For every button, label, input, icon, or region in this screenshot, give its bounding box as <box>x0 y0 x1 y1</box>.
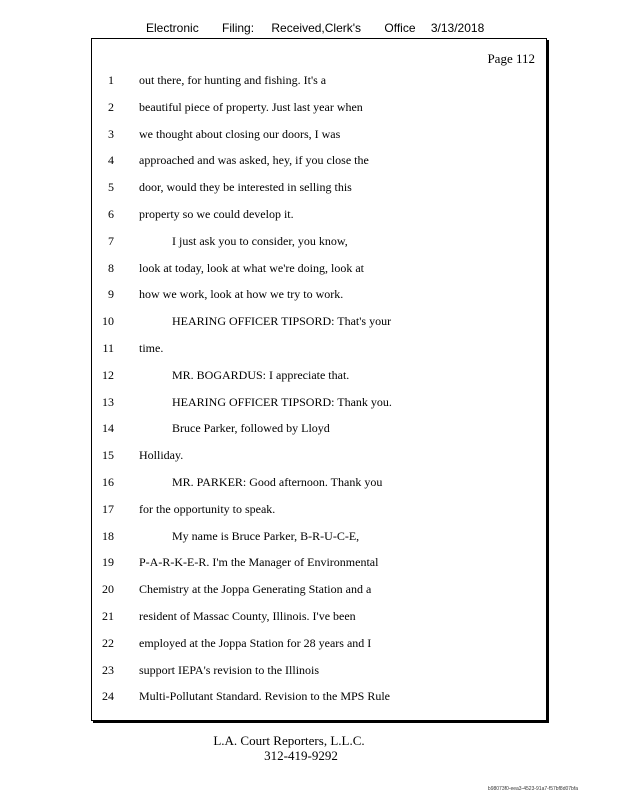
line-text: how we work, look at how we try to work. <box>139 287 344 302</box>
line-number: 1 <box>108 73 114 87</box>
line-text: we thought about closing our doors, I was <box>139 126 341 141</box>
transcript-line <box>92 335 546 362</box>
line-text: resident of Massac County, Illinois. I've been <box>139 608 356 623</box>
transcript-line <box>92 201 546 228</box>
line-number: 21 <box>102 608 114 623</box>
transcript-line <box>92 496 546 523</box>
line-text: property so we could develop it. <box>139 206 294 221</box>
filing-header <box>146 21 484 35</box>
line-number: 16 <box>102 474 114 489</box>
line-number: 18 <box>102 528 114 543</box>
filing-header-office: Office <box>384 21 416 35</box>
transcript-line <box>92 228 546 255</box>
line-text: support IEPA's revision to the Illinois <box>139 662 320 677</box>
line-text: MR. BOGARDUS: I appreciate that. <box>172 367 350 382</box>
line-text: Bruce Parker, followed by Lloyd <box>172 421 330 436</box>
line-number: 15 <box>102 448 114 463</box>
transcript-line <box>92 576 546 603</box>
line-text: I just ask you to consider, you know, <box>172 233 348 248</box>
filing-header-received: Received,Clerk's <box>271 21 362 35</box>
transcript-line <box>92 255 546 282</box>
line-number: 5 <box>108 180 114 195</box>
line-number: 20 <box>102 582 114 597</box>
line-number: 4 <box>108 153 114 168</box>
line-text: for the opportunity to speak. <box>139 501 276 516</box>
line-number: 19 <box>102 555 114 570</box>
line-number: 17 <box>102 501 114 516</box>
line-number: 8 <box>108 260 114 275</box>
transcript-page <box>91 38 547 721</box>
transcript-line <box>92 657 546 684</box>
line-text: time. <box>139 340 164 355</box>
line-number: 3 <box>108 126 114 141</box>
transcript-line <box>92 549 546 576</box>
line-number: 22 <box>102 635 114 650</box>
line-number: 2 <box>108 99 114 114</box>
transcript-line <box>92 469 546 496</box>
transcript-line <box>92 281 546 308</box>
line-text: Holliday. <box>139 448 184 463</box>
transcript-line <box>92 389 546 416</box>
transcript-lines <box>92 67 546 710</box>
transcript-line <box>92 362 546 389</box>
line-number: 11 <box>102 340 114 355</box>
line-number: 14 <box>102 421 114 436</box>
line-number: 7 <box>108 233 114 248</box>
document-id: b98073f0-eea3-4523-91a7-f57bf8d07bfa <box>487 786 578 792</box>
line-text: Multi-Pollutant Standard. Revision to the MPS Rule <box>139 689 391 704</box>
footer-phone: 312-419-9292 <box>264 748 338 763</box>
line-text: Chemistry at the Joppa Generating Station and a <box>139 582 372 597</box>
line-text: employed at the Joppa Station for 28 years and I <box>139 635 372 650</box>
filing-header-electronic: Electronic <box>146 21 199 35</box>
line-number: 12 <box>102 367 114 382</box>
line-text: beautiful piece of property. Just last year when <box>139 99 363 114</box>
line-text: approached and was asked, hey, if you close the <box>139 153 369 168</box>
line-text: out there, for hunting and fishing. It's a <box>139 73 327 87</box>
line-number: 6 <box>108 206 114 221</box>
line-text: HEARING OFFICER TIPSORD: Thank you. <box>172 394 392 409</box>
line-number: 23 <box>102 662 114 677</box>
line-text: P-A-R-K-E-R. I'm the Manager of Environmental <box>139 555 379 570</box>
transcript-line <box>92 67 546 94</box>
page-number: Page 112 <box>487 51 535 66</box>
transcript-line <box>92 683 546 710</box>
transcript-line <box>92 415 546 442</box>
transcript-line <box>92 94 546 121</box>
footer-company: L.A. Court Reporters, L.L.C. <box>213 733 365 748</box>
line-text: HEARING OFFICER TIPSORD: That's your <box>172 314 392 329</box>
line-text: MR. PARKER: Good afternoon. Thank you <box>172 474 383 489</box>
line-number: 10 <box>102 314 114 329</box>
transcript-line <box>92 603 546 630</box>
line-number: 24 <box>102 689 114 704</box>
transcript-line <box>92 174 546 201</box>
line-text: look at today, look at what we're doing, look at <box>139 260 364 275</box>
transcript-line <box>92 523 546 550</box>
line-text: My name is Bruce Parker, B-R-U-C-E, <box>172 528 360 543</box>
filing-header-date: 3/13/2018 <box>430 21 485 35</box>
filing-header-filing: Filing: <box>222 21 255 35</box>
line-number: 9 <box>108 287 114 302</box>
transcript-line <box>92 147 546 174</box>
transcript-line <box>92 308 546 335</box>
transcript-line <box>92 442 546 469</box>
transcript-line <box>92 121 546 148</box>
line-text: door, would they be interested in selling this <box>139 180 352 195</box>
line-number: 13 <box>102 394 114 409</box>
transcript-line <box>92 630 546 657</box>
